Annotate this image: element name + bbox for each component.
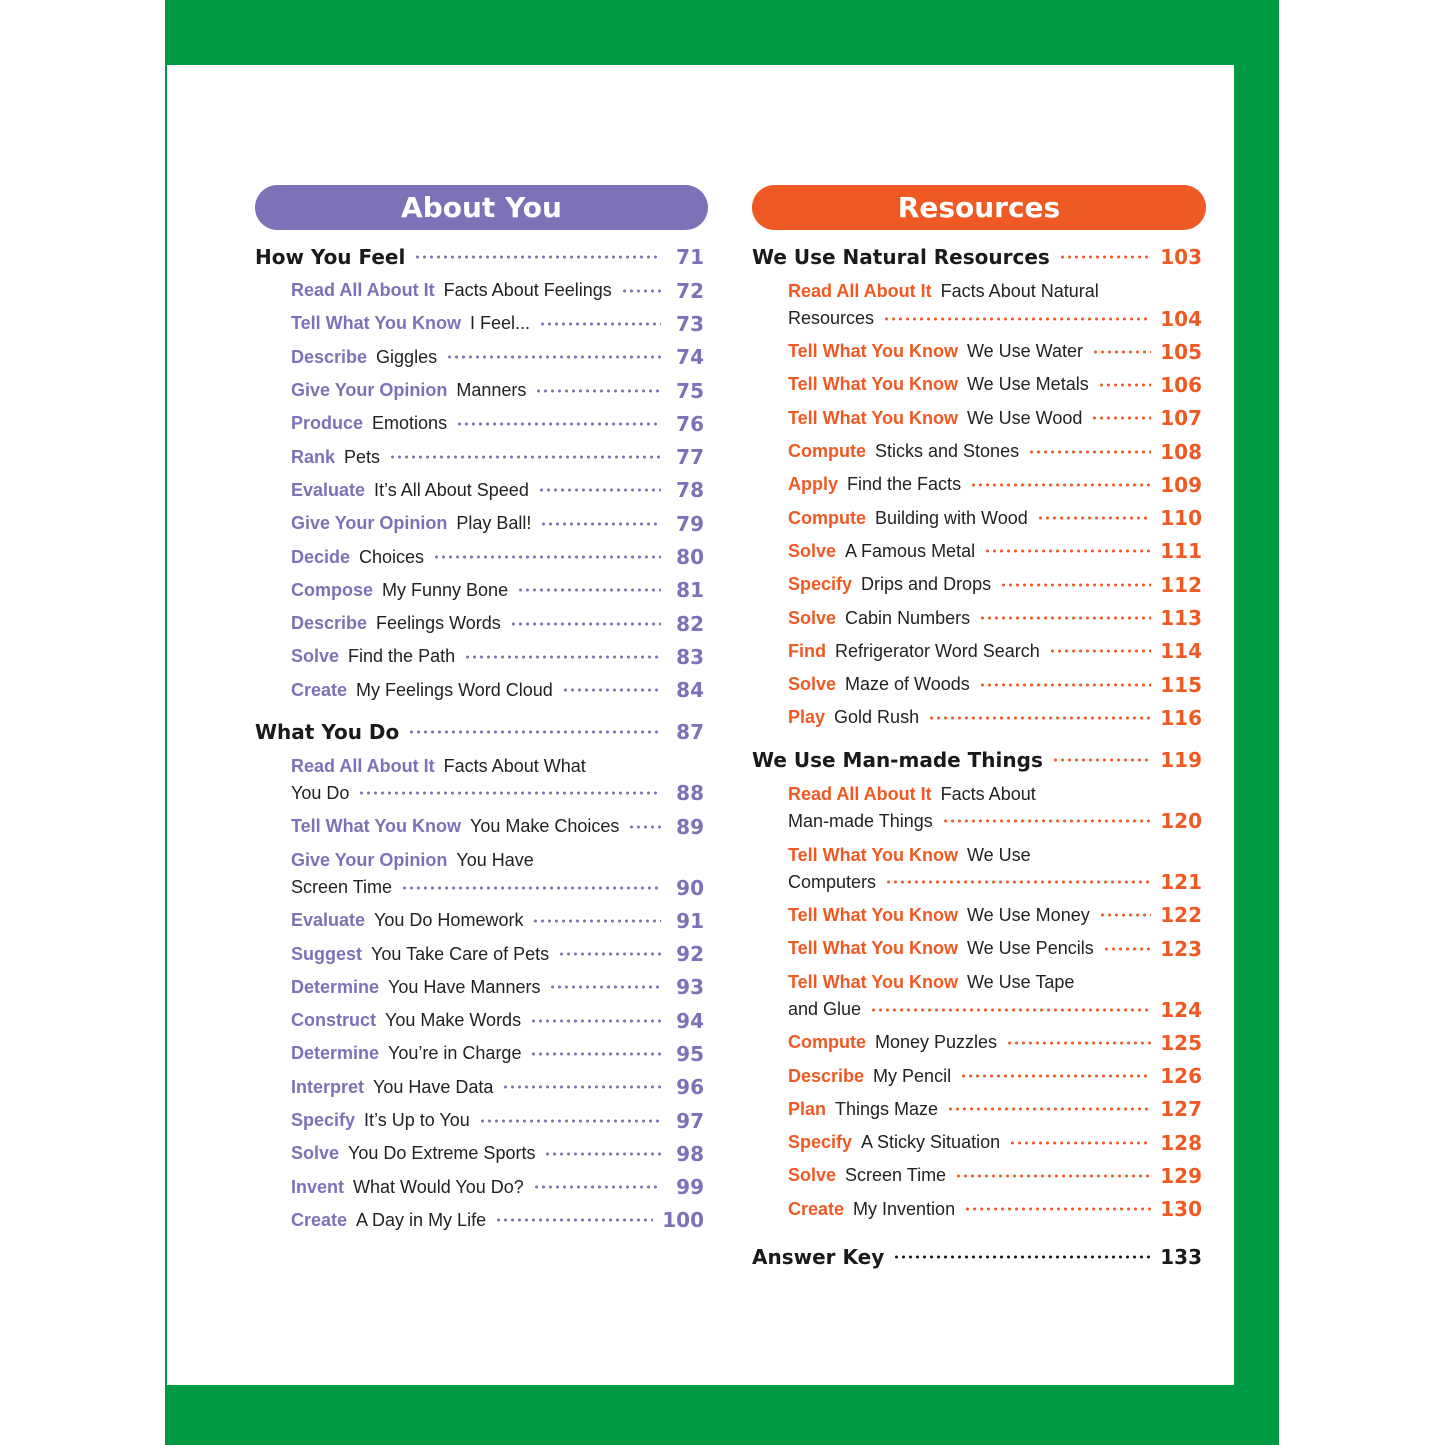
dot-leader bbox=[538, 488, 661, 492]
dot-leader bbox=[947, 1107, 1151, 1111]
toc-entry[interactable] bbox=[255, 507, 708, 540]
entry-page: 107 bbox=[1160, 406, 1202, 431]
skill-label: Interpret bbox=[291, 1076, 365, 1097]
entry-page: 105 bbox=[1160, 339, 1202, 364]
entry-page: 122 bbox=[1160, 903, 1202, 928]
entry-title: You Have bbox=[456, 850, 534, 871]
entry-title: A Famous Metal bbox=[845, 540, 976, 561]
entry-title: We Use Water bbox=[967, 341, 1084, 362]
entry-title: You Do Extreme Sports bbox=[348, 1143, 536, 1164]
toc-entry[interactable] bbox=[752, 402, 1206, 435]
skill-label: Read All About It bbox=[788, 783, 932, 804]
skill-label: Tell What You Know bbox=[788, 938, 958, 958]
entry-title: You Have Data bbox=[373, 1076, 494, 1097]
entry-title: You’re in Charge bbox=[388, 1043, 522, 1064]
skill-label: Apply bbox=[788, 474, 839, 495]
section-page: 87 bbox=[676, 719, 704, 744]
dot-leader bbox=[979, 616, 1151, 620]
entry-title: Drips and Drops bbox=[861, 574, 992, 595]
entry-page: 112 bbox=[1160, 572, 1202, 597]
dot-leader bbox=[970, 483, 1151, 487]
skill-label: Determine bbox=[291, 1043, 380, 1064]
dot-leader bbox=[539, 322, 661, 326]
entry-title: Pets bbox=[344, 446, 381, 467]
dot-leader bbox=[1052, 758, 1151, 762]
resources-toc bbox=[752, 240, 1206, 1226]
toc-entry[interactable] bbox=[255, 374, 708, 407]
toc-section-heading[interactable] bbox=[752, 240, 1206, 274]
entry-page: 91 bbox=[676, 908, 704, 933]
toc-entry[interactable] bbox=[255, 1137, 708, 1170]
dot-leader bbox=[532, 919, 661, 923]
dot-leader bbox=[533, 1185, 661, 1189]
toc-entry[interactable] bbox=[752, 1126, 1206, 1159]
toc-section-heading[interactable] bbox=[752, 743, 1206, 777]
skill-label: Plan bbox=[788, 1098, 827, 1119]
entry-page: 82 bbox=[676, 611, 704, 636]
entry-title: Giggles bbox=[376, 346, 438, 367]
entry-title: You Make Words bbox=[385, 1010, 522, 1031]
dot-leader bbox=[984, 549, 1151, 553]
entry-title: You Have Manners bbox=[388, 976, 541, 997]
skill-label: Specify bbox=[788, 1132, 853, 1153]
toc-entry[interactable] bbox=[752, 335, 1206, 368]
toc-entry[interactable] bbox=[255, 937, 708, 970]
toc-entry[interactable] bbox=[255, 1204, 708, 1237]
dot-leader bbox=[621, 289, 661, 293]
entry-page: 109 bbox=[1160, 472, 1202, 497]
toc-entry[interactable] bbox=[255, 843, 708, 904]
skill-label: Play bbox=[788, 707, 826, 728]
skill-label: Compose bbox=[291, 579, 374, 600]
entry-page: 80 bbox=[676, 545, 704, 570]
toc-entry[interactable] bbox=[752, 635, 1206, 668]
skill-label: Give Your Opinion bbox=[291, 513, 448, 534]
entry-title: You Do Homework bbox=[374, 910, 524, 931]
toc-entry[interactable] bbox=[255, 341, 708, 374]
toc-entry[interactable] bbox=[255, 904, 708, 937]
entry-page: 123 bbox=[1160, 936, 1202, 961]
entry-page: 130 bbox=[1160, 1197, 1202, 1222]
toc-section-heading[interactable] bbox=[255, 240, 708, 274]
entry-title: Maze of Woods bbox=[845, 674, 970, 695]
entry-page: 115 bbox=[1160, 672, 1202, 697]
entry-title: Gold Rush bbox=[834, 707, 920, 728]
toc-entry[interactable] bbox=[255, 1037, 708, 1070]
toc-entry[interactable] bbox=[255, 540, 708, 573]
entry-page: 99 bbox=[676, 1175, 704, 1200]
toc-entry[interactable] bbox=[255, 1171, 708, 1204]
entry-title: Screen Time bbox=[845, 1165, 947, 1186]
skill-label: Tell What You Know bbox=[788, 844, 958, 865]
entry-title: Facts About What bbox=[443, 755, 586, 776]
skill-label: Compute bbox=[788, 507, 866, 528]
toc-entry[interactable] bbox=[752, 965, 1206, 1026]
toc-entry[interactable] bbox=[752, 535, 1206, 568]
answer-key-title: Answer Key bbox=[752, 1245, 885, 1269]
dot-leader bbox=[456, 422, 661, 426]
toc-entry[interactable] bbox=[752, 1093, 1206, 1126]
skill-label: Give Your Opinion bbox=[291, 380, 448, 401]
entry-page: 83 bbox=[676, 644, 704, 669]
toc-entry[interactable] bbox=[752, 668, 1206, 701]
skill-label: Read All About It bbox=[291, 280, 435, 301]
toc-entry[interactable] bbox=[255, 440, 708, 473]
skill-label: Create bbox=[291, 679, 348, 700]
entry-title: I Feel... bbox=[470, 313, 531, 334]
skill-label: Tell What You Know bbox=[788, 972, 958, 993]
toc-entry[interactable] bbox=[752, 468, 1206, 501]
dot-leader bbox=[893, 1255, 1151, 1259]
toc-entry[interactable] bbox=[752, 435, 1206, 468]
skill-label: Find bbox=[788, 640, 826, 661]
dot-leader bbox=[1006, 1041, 1151, 1045]
skill-label: Solve bbox=[788, 674, 837, 695]
toc-entry[interactable] bbox=[255, 307, 708, 340]
dot-leader bbox=[1000, 583, 1151, 587]
entry-title: Find the Facts bbox=[847, 474, 962, 495]
resources-banner: Resources bbox=[752, 185, 1206, 230]
dot-leader bbox=[928, 716, 1151, 720]
dot-leader bbox=[502, 1085, 661, 1089]
toc-entry[interactable] bbox=[752, 274, 1206, 335]
entry-title: We Use bbox=[967, 844, 1031, 865]
entry-page: 79 bbox=[676, 511, 704, 536]
toc-entry[interactable] bbox=[255, 749, 708, 810]
dot-leader bbox=[540, 522, 661, 526]
entry-title: Facts About Natural bbox=[940, 281, 1099, 301]
entry-page: 128 bbox=[1160, 1130, 1202, 1155]
entry-title-continued: You Do bbox=[291, 782, 350, 803]
skill-label: Compute bbox=[788, 441, 866, 462]
entry-page: 74 bbox=[676, 345, 704, 370]
skill-label: Create bbox=[291, 1209, 348, 1230]
dot-leader bbox=[446, 355, 661, 359]
skill-label: Tell What You Know bbox=[788, 341, 958, 362]
entry-page: 77 bbox=[676, 445, 704, 470]
entry-title: What Would You Do? bbox=[353, 1176, 524, 1197]
entry-page: 125 bbox=[1160, 1030, 1202, 1055]
entry-title: Sticks and Stones bbox=[875, 441, 1020, 462]
section-title: How You Feel bbox=[255, 245, 406, 269]
entry-title: My Invention bbox=[853, 1198, 956, 1219]
skill-label: Compute bbox=[788, 1032, 866, 1053]
toc-entry[interactable] bbox=[752, 932, 1206, 965]
toc-entry[interactable] bbox=[255, 674, 708, 707]
entry-page: 95 bbox=[676, 1041, 704, 1066]
entry-title: We Use Metals bbox=[967, 374, 1089, 395]
section-page: 119 bbox=[1160, 747, 1202, 772]
entry-title: You Make Choices bbox=[470, 816, 620, 836]
dot-leader bbox=[960, 1074, 1151, 1078]
toc-entry[interactable] bbox=[752, 1159, 1206, 1192]
dot-leader bbox=[1009, 1141, 1151, 1145]
entry-title: We Use Tape bbox=[967, 972, 1075, 993]
entry-page: 121 bbox=[1160, 870, 1202, 895]
toc-entry[interactable] bbox=[752, 501, 1206, 534]
entry-page: 129 bbox=[1160, 1163, 1202, 1188]
toc-entry[interactable] bbox=[255, 474, 708, 507]
dot-leader bbox=[414, 255, 661, 259]
entry-title: Things Maze bbox=[835, 1098, 939, 1119]
entry-page: 106 bbox=[1160, 372, 1202, 397]
toc-entry[interactable] bbox=[752, 601, 1206, 634]
entry-page: 111 bbox=[1160, 539, 1202, 564]
dot-leader bbox=[628, 825, 661, 829]
section-title: We Use Man-made Things bbox=[752, 747, 1043, 772]
entry-page: 97 bbox=[676, 1108, 704, 1133]
answer-key-entry[interactable] bbox=[752, 1240, 1206, 1274]
toc-entry[interactable] bbox=[752, 899, 1206, 932]
skill-label: Solve bbox=[291, 1143, 340, 1164]
entry-title: Choices bbox=[359, 546, 425, 567]
skill-label: Specify bbox=[788, 574, 853, 595]
skill-label: Construct bbox=[291, 1010, 376, 1031]
skill-label: Invent bbox=[291, 1176, 345, 1197]
entry-page: 110 bbox=[1160, 506, 1202, 531]
about-you-toc bbox=[255, 240, 708, 1237]
toc-entry[interactable] bbox=[255, 1104, 708, 1137]
skill-label: Determine bbox=[291, 976, 380, 997]
entry-page: 108 bbox=[1160, 439, 1202, 464]
entry-page: 73 bbox=[676, 311, 704, 336]
entry-title-continued: and Glue bbox=[788, 999, 862, 1020]
skill-label: Solve bbox=[788, 540, 837, 561]
entry-title: My Feelings Word Cloud bbox=[356, 679, 553, 700]
dot-leader bbox=[1099, 913, 1152, 917]
entry-page: 81 bbox=[676, 578, 704, 603]
entry-page: 114 bbox=[1160, 639, 1202, 664]
section-page: 71 bbox=[676, 245, 704, 269]
entry-title: Money Puzzles bbox=[875, 1032, 998, 1053]
skill-label: Solve bbox=[291, 646, 340, 667]
entry-title: Cabin Numbers bbox=[845, 607, 971, 628]
dot-leader bbox=[1092, 350, 1151, 354]
toc-entry[interactable] bbox=[255, 971, 708, 1004]
entry-page: 113 bbox=[1160, 606, 1202, 631]
dot-leader bbox=[979, 683, 1151, 687]
dot-leader bbox=[433, 555, 661, 559]
dot-leader bbox=[1098, 383, 1152, 387]
entry-page: 127 bbox=[1160, 1097, 1202, 1122]
section-title: We Use Natural Resources bbox=[752, 245, 1050, 269]
dot-leader bbox=[885, 880, 1151, 884]
skill-label: Evaluate bbox=[291, 910, 366, 931]
dot-leader bbox=[544, 1152, 661, 1156]
toc-entry[interactable] bbox=[752, 368, 1206, 401]
skill-label: Specify bbox=[291, 1110, 356, 1131]
entry-page: 98 bbox=[676, 1141, 704, 1166]
dot-leader bbox=[558, 952, 661, 956]
toc-entry[interactable] bbox=[752, 1059, 1206, 1092]
toc-entry[interactable] bbox=[752, 568, 1206, 601]
entry-title: Refrigerator Word Search bbox=[835, 640, 1040, 661]
entry-page: 84 bbox=[676, 678, 704, 703]
entry-title: Play Ball! bbox=[456, 513, 532, 534]
dot-leader bbox=[530, 1052, 661, 1056]
entry-page: 72 bbox=[676, 278, 704, 303]
about-you-column bbox=[255, 185, 708, 1237]
skill-label: Tell What You Know bbox=[788, 407, 958, 428]
entry-page: 76 bbox=[676, 411, 704, 436]
dot-leader bbox=[510, 622, 661, 626]
skill-label: Solve bbox=[788, 607, 837, 628]
entry-page: 89 bbox=[676, 814, 704, 839]
entry-page: 94 bbox=[676, 1008, 704, 1033]
dot-leader bbox=[955, 1174, 1151, 1178]
toc-entry[interactable] bbox=[255, 607, 708, 640]
toc-section-heading[interactable] bbox=[255, 715, 708, 749]
section-gap bbox=[752, 735, 1206, 743]
entry-title: We Use Pencils bbox=[967, 938, 1094, 958]
entry-title: You Take Care of Pets bbox=[371, 943, 550, 964]
dot-leader bbox=[1103, 947, 1152, 951]
entry-title: Building with Wood bbox=[875, 507, 1028, 528]
resources-column bbox=[752, 185, 1206, 1226]
toc-entry[interactable] bbox=[752, 777, 1206, 838]
entry-page: 116 bbox=[1160, 705, 1202, 730]
about-you-banner: About You bbox=[255, 185, 708, 230]
dot-leader bbox=[530, 1019, 661, 1023]
entry-title: Facts About Feelings bbox=[443, 280, 612, 301]
skill-label: Describe bbox=[291, 346, 368, 367]
skill-label: Solve bbox=[788, 1165, 837, 1186]
toc-entry[interactable] bbox=[255, 810, 708, 843]
skill-label: Produce bbox=[291, 413, 364, 434]
entry-title: We Use Money bbox=[967, 904, 1090, 925]
entry-title: Emotions bbox=[372, 413, 448, 434]
dot-leader bbox=[1028, 450, 1151, 454]
entry-page: 104 bbox=[1160, 306, 1202, 331]
entry-page: 92 bbox=[676, 942, 704, 967]
skill-label: Evaluate bbox=[291, 479, 366, 500]
entry-page: 96 bbox=[676, 1075, 704, 1100]
entry-page: 90 bbox=[676, 875, 704, 900]
entry-page: 100 bbox=[662, 1208, 704, 1233]
skill-label: Suggest bbox=[291, 943, 363, 964]
dot-leader bbox=[1059, 255, 1151, 259]
entry-page: 78 bbox=[676, 478, 704, 503]
answer-key-page: 133 bbox=[1160, 1245, 1202, 1269]
skill-label: Read All About It bbox=[291, 755, 435, 776]
dot-leader bbox=[1037, 516, 1151, 520]
dot-leader bbox=[389, 455, 661, 459]
entry-title: A Sticky Situation bbox=[861, 1132, 1001, 1153]
dot-leader bbox=[942, 819, 1152, 823]
skill-label: Give Your Opinion bbox=[291, 850, 448, 871]
dot-leader bbox=[401, 886, 661, 890]
skill-label: Read All About It bbox=[788, 281, 932, 301]
dot-leader bbox=[549, 985, 661, 989]
dot-leader bbox=[870, 1008, 1151, 1012]
entry-title: Feelings Words bbox=[376, 613, 501, 634]
entry-page: 75 bbox=[676, 378, 704, 403]
toc-entry[interactable] bbox=[752, 1193, 1206, 1226]
toc-entry[interactable] bbox=[255, 574, 708, 607]
skill-label: Tell What You Know bbox=[788, 374, 958, 395]
toc-entry[interactable] bbox=[255, 1004, 708, 1037]
skill-label: Rank bbox=[291, 446, 336, 467]
dot-leader bbox=[562, 688, 661, 692]
dot-leader bbox=[1091, 416, 1151, 420]
toc-entry[interactable] bbox=[255, 274, 708, 307]
toc-entry[interactable] bbox=[752, 701, 1206, 734]
toc-entry[interactable] bbox=[752, 1026, 1206, 1059]
entry-page: 120 bbox=[1160, 809, 1202, 834]
entry-page: 126 bbox=[1160, 1064, 1202, 1089]
skill-label: Tell What You Know bbox=[291, 816, 461, 836]
dot-leader bbox=[517, 588, 661, 592]
skill-label: Create bbox=[788, 1198, 845, 1219]
entry-title: Manners bbox=[456, 380, 527, 401]
entry-title-continued: Man-made Things bbox=[788, 810, 933, 831]
toc-entry[interactable] bbox=[752, 838, 1206, 899]
dot-leader bbox=[495, 1218, 653, 1222]
entry-title: It’s All About Speed bbox=[374, 479, 529, 500]
dot-leader bbox=[408, 730, 661, 734]
entry-page: 93 bbox=[676, 975, 704, 1000]
dot-leader bbox=[464, 655, 661, 659]
entry-title-continued: Screen Time bbox=[291, 877, 393, 898]
section-title: What You Do bbox=[255, 719, 400, 744]
dot-leader bbox=[964, 1207, 1151, 1211]
dot-leader bbox=[479, 1119, 661, 1123]
skill-label: Tell What You Know bbox=[788, 904, 958, 925]
section-gap bbox=[255, 707, 708, 715]
dot-leader bbox=[535, 389, 661, 393]
entry-title: Facts About bbox=[940, 783, 1036, 804]
skill-label: Describe bbox=[788, 1065, 865, 1086]
entry-title: My Pencil bbox=[873, 1065, 952, 1086]
section-page: 103 bbox=[1160, 245, 1202, 269]
entry-title-continued: Computers bbox=[788, 871, 877, 892]
toc-entry[interactable] bbox=[255, 640, 708, 673]
entry-title: My Funny Bone bbox=[382, 579, 509, 600]
entry-title: Find the Path bbox=[348, 646, 456, 667]
skill-label: Tell What You Know bbox=[291, 313, 461, 334]
entry-page: 124 bbox=[1160, 997, 1202, 1022]
dot-leader bbox=[1049, 649, 1152, 653]
entry-title: We Use Wood bbox=[967, 407, 1083, 428]
dot-leader bbox=[883, 317, 1151, 321]
entry-title-continued: Resources bbox=[788, 308, 875, 328]
entry-page: 88 bbox=[676, 781, 704, 806]
skill-label: Decide bbox=[291, 546, 351, 567]
toc-entry[interactable] bbox=[255, 407, 708, 440]
entry-title: A Day in My Life bbox=[356, 1209, 487, 1230]
toc-entry[interactable] bbox=[255, 1071, 708, 1104]
dot-leader bbox=[358, 791, 661, 795]
entry-title: It’s Up to You bbox=[364, 1110, 470, 1131]
skill-label: Describe bbox=[291, 613, 368, 634]
